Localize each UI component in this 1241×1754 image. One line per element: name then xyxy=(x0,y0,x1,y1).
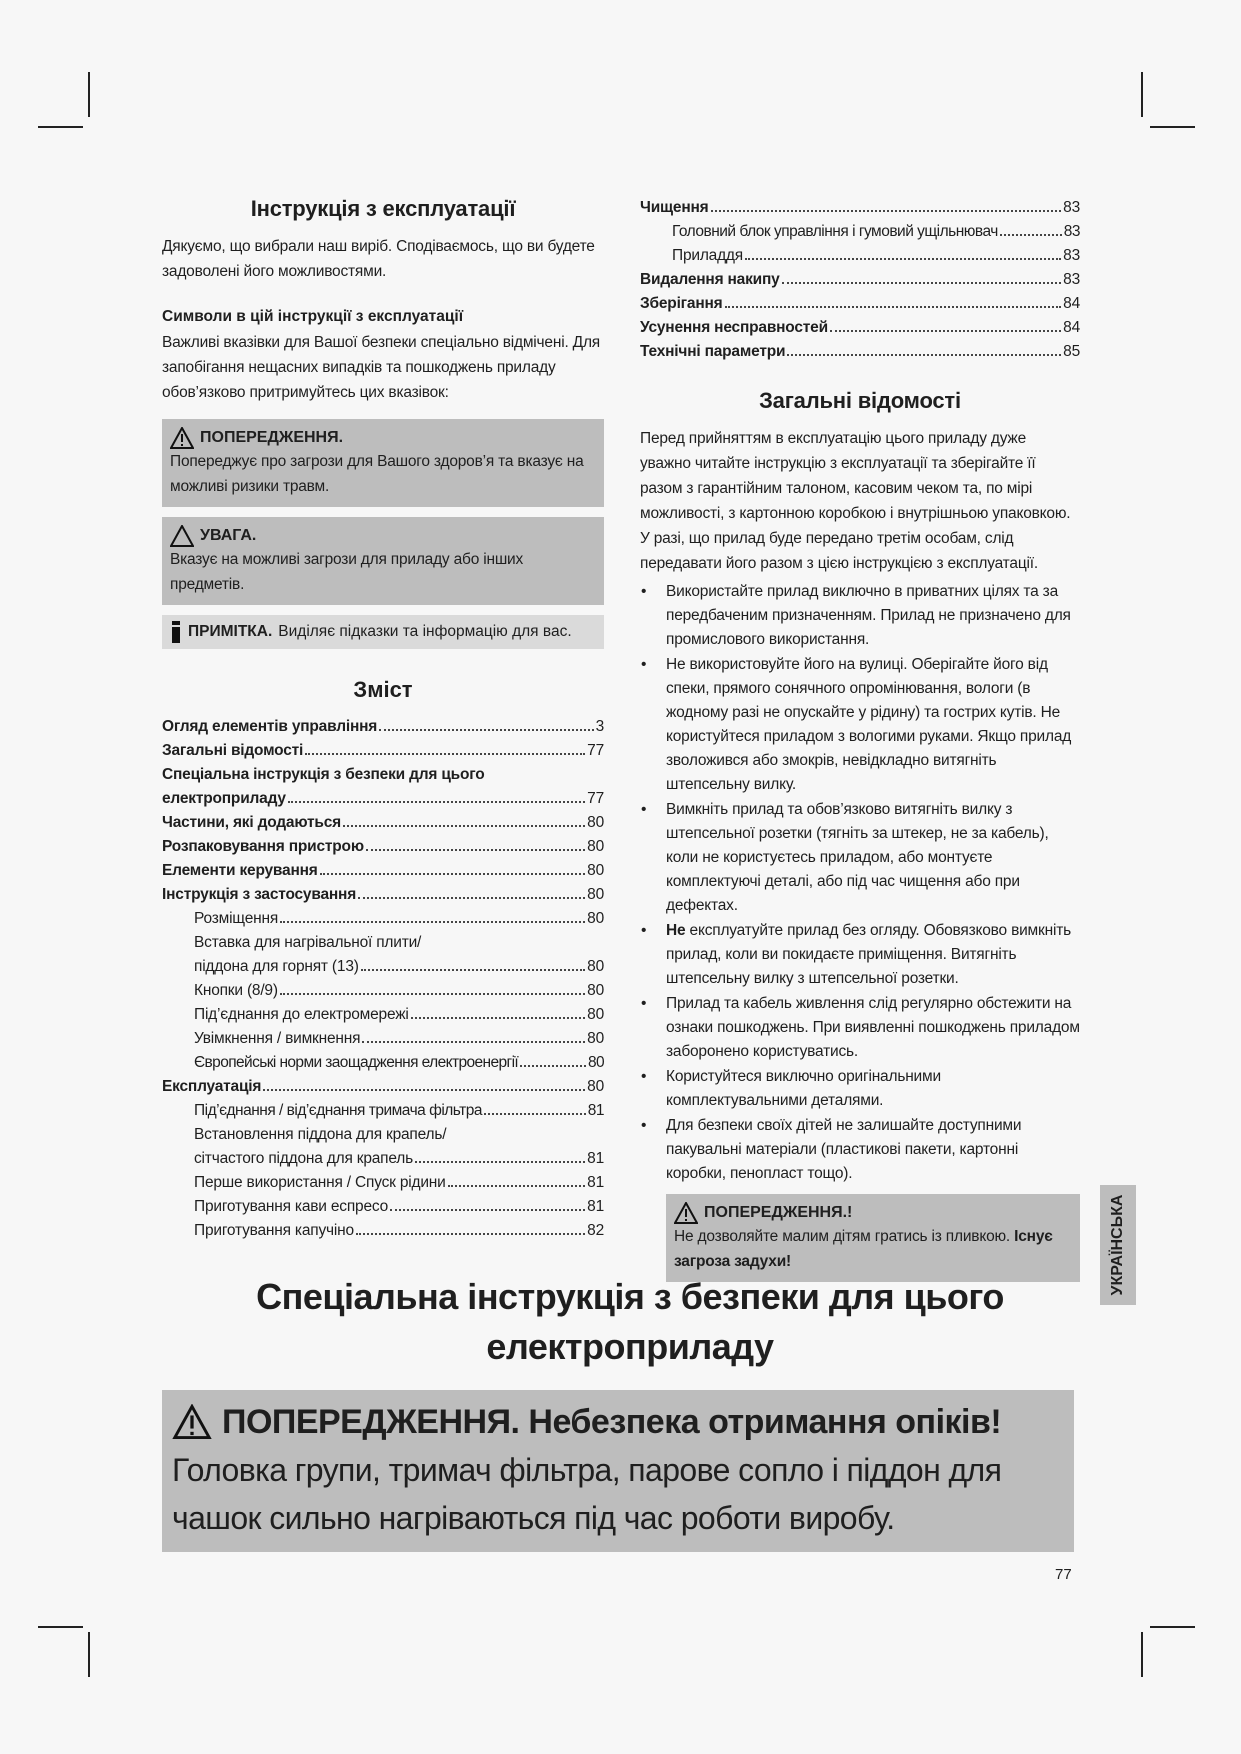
toc-row[interactable]: Експлуатація 80 xyxy=(162,1078,604,1095)
warning-box xyxy=(162,419,604,507)
right-column xyxy=(640,196,1080,1282)
list-item: • Вимкніть прилад та обов’язково витягніть вилку з штепсельної розетки (тягніть за штекер, не за кабель), коли не користуєтесь приладом, або монтуєте комплектуючі деталі, або під час чищення або при дефектах. xyxy=(640,798,1080,918)
toc-row[interactable]: Усунення несправностей 84 xyxy=(640,319,1080,336)
page-number: 77 xyxy=(1055,1566,1072,1583)
toc-row[interactable]: Видалення накипу 83 xyxy=(640,271,1080,288)
burn-warning-head: ПОПЕРЕДЖЕННЯ. Небезпека отримання опіків! xyxy=(222,1403,1002,1441)
toc-row[interactable]: сітчастого піддона для крапель 81 xyxy=(194,1150,604,1167)
list-item: • Не експлуатуйте прилад без огляду. Обовязково вимкніть прилад, коли ви покидаєте приміщення. Витягніть штепсельну вилку з штепсельної розетки. xyxy=(640,919,1080,991)
info-icon xyxy=(170,621,182,643)
caution-text: Вказує на можливі загрози для приладу або інших предметів. xyxy=(170,551,524,593)
toc-row[interactable]: Елементи керування 80 xyxy=(162,862,604,879)
note-box xyxy=(162,615,604,649)
toc-row[interactable]: Зберігання 84 xyxy=(640,295,1080,312)
caution-head: УВАГА. xyxy=(200,527,257,544)
toc-row[interactable]: Під’єднання до електромережі 80 xyxy=(194,1006,604,1023)
child-warning-box xyxy=(666,1194,1080,1282)
toc-row[interactable]: Приладдя 83 xyxy=(672,247,1080,264)
toc-row[interactable]: Увімкнення / вимкнення 80 xyxy=(194,1030,604,1047)
symbols-heading: Символи в цій інструкції з експлуатації xyxy=(162,308,464,325)
toc-row[interactable]: Під’єднання / від’єднання тримача фільтра 81 xyxy=(194,1102,604,1119)
toc-row[interactable]: Кнопки (8/9) 80 xyxy=(194,982,604,999)
warning-triangle-icon xyxy=(170,427,194,449)
crop-mark xyxy=(38,126,83,128)
crop-mark xyxy=(1150,126,1195,128)
crop-mark xyxy=(1150,1626,1195,1628)
note-text: Виділяє підказки та інформацію для вас. xyxy=(278,623,572,640)
crop-mark xyxy=(1141,1632,1143,1677)
warning-text: Попереджує про загрози для Вашого здоров’я та вказує на можливі ризики травм. xyxy=(170,453,584,495)
toc-row[interactable]: Розпаковування пристрою 80 xyxy=(162,838,604,855)
toc-row-line: Вставка для нагрівальної плити/ xyxy=(194,934,422,951)
toc-title: Зміст xyxy=(353,677,413,702)
toc-row[interactable]: електроприладу 77 xyxy=(162,790,604,807)
warning-head: ПОПЕРЕДЖЕННЯ. xyxy=(200,429,344,446)
crop-mark xyxy=(38,1626,83,1628)
toc-row-line: Спеціальна інструкція з безпеки для цього xyxy=(162,766,485,783)
general-title: Загальні відомості xyxy=(759,388,961,413)
language-tab-label: УКРАЇНСЬКА xyxy=(1109,1194,1126,1296)
toc-row[interactable]: Перше використання / Спуск рідини 81 xyxy=(194,1174,604,1191)
crop-mark xyxy=(1141,72,1143,117)
toc-row[interactable]: Інструкція з застосування 80 xyxy=(162,886,604,903)
left-column xyxy=(162,196,604,1243)
list-item: • Для безпеки своїх дітей не залишайте доступними пакувальні матеріали (пластикові пакети, картонні коробки, пенопласт тощо). xyxy=(640,1114,1080,1186)
caution-box xyxy=(162,517,604,605)
toc-row[interactable]: Приготування капучіно 82 xyxy=(194,1222,604,1239)
list-item: • Прилад та кабель живлення слід регулярно обстежити на ознаки пошкоджень. При виявленні пошкоджень приладом заборонено користуватись. xyxy=(640,992,1080,1064)
burn-warning-box xyxy=(162,1390,1074,1552)
table-of-contents-continued xyxy=(640,196,1080,364)
crop-mark xyxy=(88,1632,90,1677)
toc-row[interactable]: Чищення 83 xyxy=(640,199,1080,216)
toc-row[interactable]: Приготування кави еспресо 81 xyxy=(194,1198,604,1215)
toc-row[interactable]: Головний блок управління і гумовий ущільнювач 83 xyxy=(672,223,1080,240)
toc-row[interactable]: Розміщення 80 xyxy=(194,910,604,927)
toc-row-line: Встановлення піддона для крапель/ xyxy=(194,1126,447,1143)
caution-triangle-icon xyxy=(170,525,194,547)
toc-row[interactable]: Огляд елементів управління 3 xyxy=(162,718,604,735)
note-head: ПРИМІТКА. xyxy=(188,623,273,640)
crop-mark xyxy=(88,72,90,117)
section-title: Інструкція з експлуатації xyxy=(250,196,516,221)
toc-row[interactable]: Частини, які додаються 80 xyxy=(162,814,604,831)
toc-row[interactable]: Європейські норми заощадження електроенергії 80 xyxy=(194,1054,604,1071)
safety-title: Спеціальна інструкція з безпеки для цього електроприладу xyxy=(256,1276,1004,1367)
list-item: • Користуйтеся виключно оригінальними комплектувальними деталями. xyxy=(640,1065,1080,1113)
intro-text: Дякуємо, що вибрали наш виріб. Сподіваємось, що ви будете задоволені його можливостями. xyxy=(162,238,595,280)
table-of-contents xyxy=(162,715,604,1243)
safety-list xyxy=(640,580,1080,1186)
toc-row[interactable]: Загальні відомості 77 xyxy=(162,742,604,759)
list-item: • Використайте прилад виключно в приватних цілях та за передбаченим призначенням. Прилад не призначено для промислового використання. xyxy=(640,580,1080,652)
warning-triangle-icon xyxy=(172,1404,212,1440)
list-item: • Не використовуйте його на вулиці. Оберігайте його від спеки, прямого сонячного опромінювання, вологи (в жодному разі не опускайте у рідину) та гострих кутів. Не користуйтеся приладом з вологими руками. Якщо прилад зволожився або змокрів, невідкладно витягніть штепсельну вилку. xyxy=(640,653,1080,797)
toc-row[interactable]: піддона для горнят (13) 80 xyxy=(194,958,604,975)
burn-warning-text: Головка групи, тримач фільтра, парове сопло і піддон для чашок сильно нагріваються під час роботи виробу. xyxy=(172,1452,1002,1536)
warning-head: ПОПЕРЕДЖЕННЯ.! xyxy=(704,1204,853,1221)
general-text: Перед прийняттям в експлуатацію цього приладу дуже уважно читайте інструкцію з експлуатації та зберігайте її разом з гарантійним талоном, касовим чеком та, по мірі можливості, з картонною коробкою і внутрішньою упаковкою. У разі, що прилад буде передано третім особам, слід передавати його разом з цією інструкцією з експлуатації. xyxy=(640,430,1071,572)
symbols-text: Важливі вказівки для Вашої безпеки спеціально відмічені. Для запобігання нещасних випадків та пошкоджень приладу обов’язково притримуйтесь цих вказівок: xyxy=(162,334,600,401)
warning-triangle-icon xyxy=(674,1202,698,1224)
warning-text: Не дозволяйте малим дітям гратись із пливкою. Існує загроза задухи! xyxy=(674,1228,1053,1270)
toc-row[interactable]: Технічні параметри 85 xyxy=(640,343,1080,360)
